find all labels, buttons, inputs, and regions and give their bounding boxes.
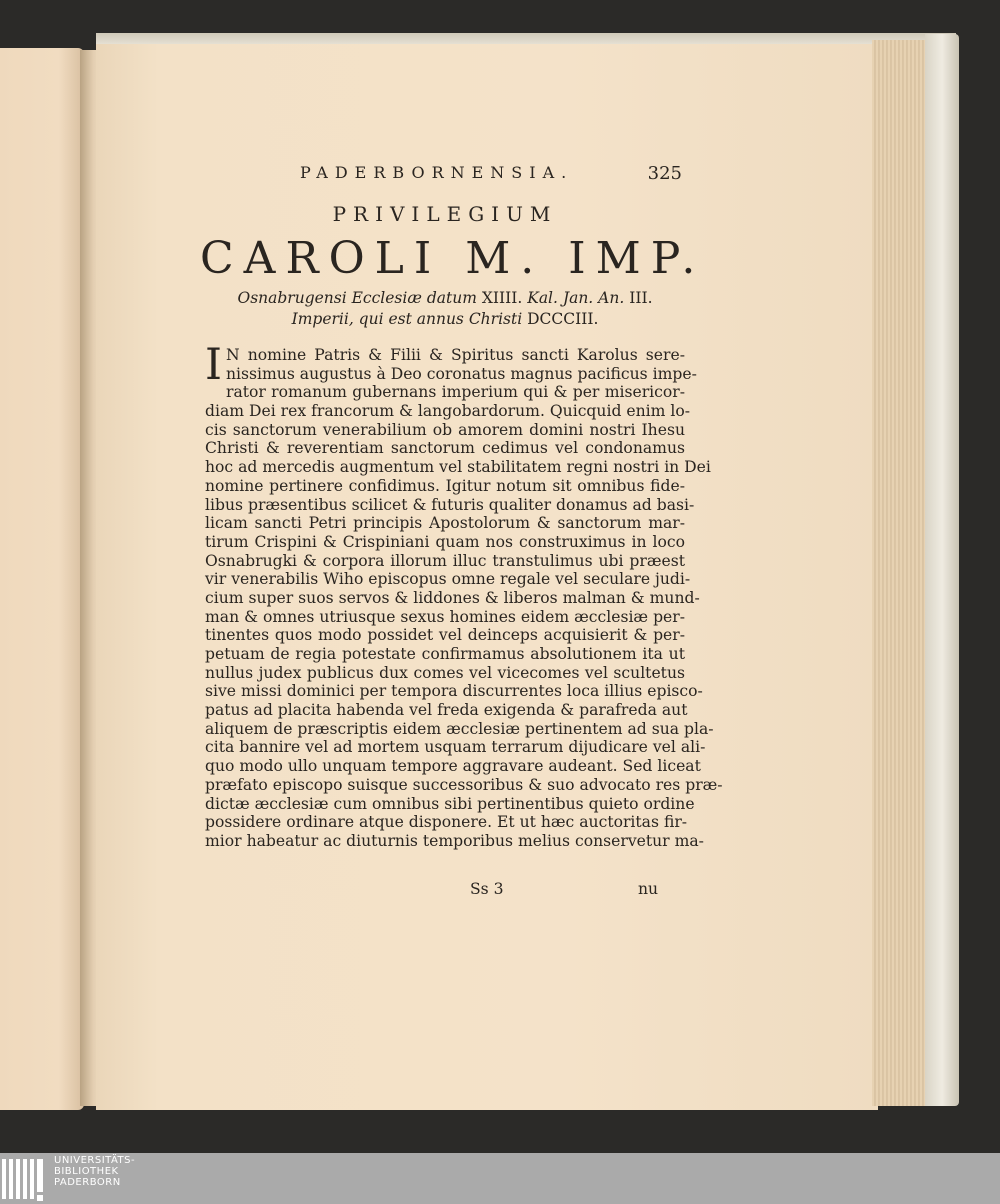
text-line: nissimus augustus à Deo coronatus magnus pacificus impe-	[226, 364, 697, 383]
text-line: mior habeatur ac diuturnis temporibus melius conservetur ma-	[205, 831, 704, 850]
text-line: nullus judex publicus dux comes vel vicecomes vel scultetus	[205, 663, 685, 682]
subtitle-line-1	[210, 288, 680, 309]
library-logo-icon	[0, 1155, 48, 1204]
logo-line: BIBLIOTHEK	[54, 1166, 119, 1177]
text-line: quo modo ullo unquam tempore aggravare audeant. Sed liceat	[205, 757, 701, 776]
subtitle-roman: XIIII.	[481, 289, 528, 307]
catchword: nu	[638, 880, 659, 898]
text-line: sive missi dominici per tempora discurrentes loca illius episco-	[205, 682, 703, 701]
page-number: 325	[647, 163, 682, 184]
text-line: licam sancti Petri principis Apostolorum & sanctorum mar-	[205, 514, 685, 533]
text-line: aliquem de præscriptis eidem æcclesiæ pertinentem ad sua pla-	[205, 719, 714, 738]
text-line: man & omnes utriusque sexus homines eidem æcclesiæ per-	[205, 607, 685, 626]
logo-line: UNIVERSITÄTS-	[54, 1155, 136, 1166]
subtitle-italic: Imperii, qui est annus Christi	[291, 310, 528, 328]
text-line: patus ad placita habenda vel freda exigenda & parafreda aut	[205, 701, 688, 720]
subtitle-roman: III.	[629, 289, 653, 307]
subtitle-italic: Osnabrugensi Ecclesiæ datum	[237, 289, 482, 307]
text-line: vir venerabilis Wiho episcopus omne regale vel seculare judi-	[205, 570, 691, 589]
text-line: cita bannire vel ad mortem usquam terrarum dijudicare vel ali-	[205, 738, 706, 757]
subtitle-roman: DCCCIII.	[527, 310, 599, 328]
left-page	[0, 48, 84, 1110]
subtitle-italic: Kal. Jan. An.	[527, 289, 630, 307]
text-line: tinentes quos modo possidet vel deinceps acquisierit & per-	[205, 626, 685, 645]
library-logo-text	[54, 1155, 174, 1188]
text-line: nomine pertinere confidimus. Igitur notum sit omnibus fide-	[205, 476, 685, 495]
text-line: cis sanctorum venerabilium ob amorem domini nostri Ihesu	[205, 420, 685, 439]
book-cover-edge	[925, 34, 959, 1106]
text-line: Christi & reverentiam sanctorum cedimus vel condonamus	[205, 439, 685, 458]
text-line: hoc ad mercedis augmentum vel stabilitatem regni nostri in Dei	[205, 458, 711, 477]
text-line: possidere ordinare atque disponere. Et ut hæc auctoritas fir-	[205, 813, 688, 832]
running-head-title: PADERBORNENSIA.	[300, 163, 574, 182]
subtitle-line-2	[210, 309, 680, 330]
text-line: Osnabrugki & corpora illorum illuc transtulimus ubi præest	[205, 551, 685, 570]
text-line: diam Dei rex francorum & langobardorum. Quicquid enim lo-	[205, 402, 691, 421]
text-line: libus præsentibus scilicet & futuris qualiter donamus ad basi-	[205, 495, 695, 514]
text-line: N nomine Patris & Filii & Spiritus sancti Karolus sere-	[226, 346, 685, 364]
subtitle	[210, 288, 680, 330]
body-text	[205, 340, 723, 851]
section-heading: PRIVILEGIUM	[332, 202, 558, 226]
text-line: petuam de regia potestate confirmamus absolutionem ita ut	[205, 645, 685, 663]
logo-line: PADERBORN	[54, 1177, 121, 1188]
main-title: CAROLI M. IMP.	[200, 233, 706, 284]
running-head	[300, 163, 686, 187]
signature-mark: Ss 3	[470, 880, 504, 898]
text-line: tirum Crispini & Crispiniani quam nos construximus in loco	[205, 532, 685, 551]
text-line: rator romanum gubernans imperium qui & per misericor-	[226, 383, 685, 402]
drop-cap: I	[205, 340, 222, 390]
text-line: cium super suos servos & liddones & liberos malman & mund-	[205, 588, 700, 607]
text-line: præfato episcopo suisque successoribus & suo advocato res præ-	[205, 775, 723, 794]
text-line: dictæ æcclesiæ cum omnibus sibi pertinentibus quieto ordine	[205, 794, 695, 813]
